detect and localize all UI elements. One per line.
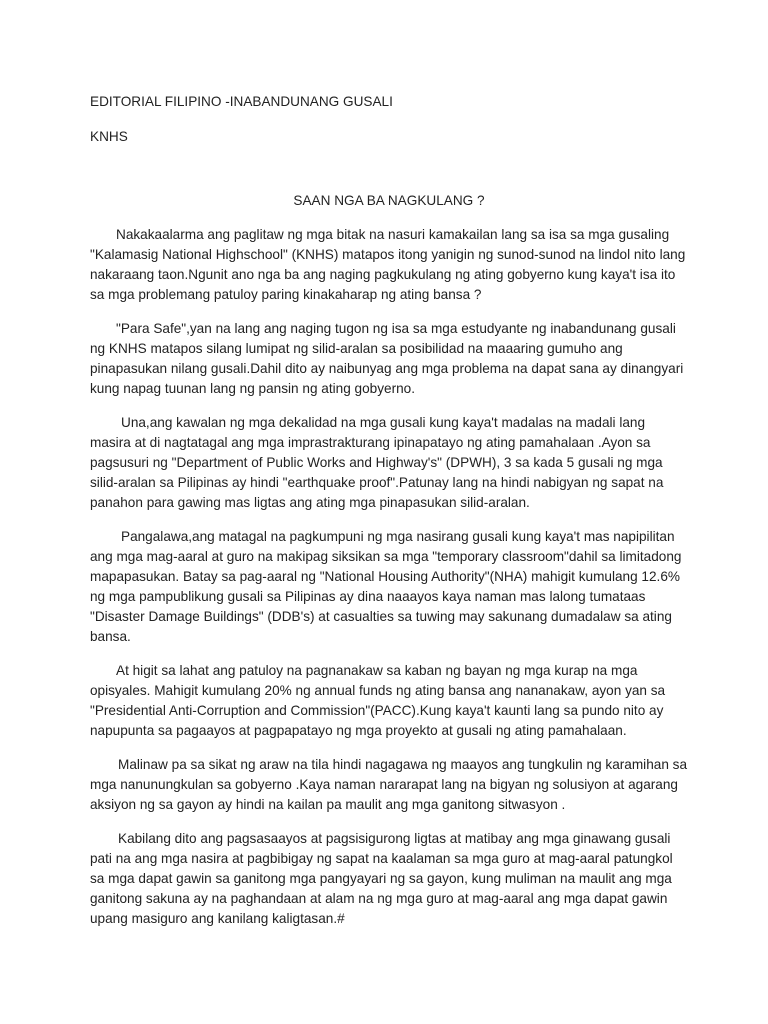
document-heading: EDITORIAL FILIPINO -INABANDUNANG GUSALI <box>90 94 393 109</box>
paragraph-higit-sa-lahat: At higit sa lahat ang patuloy na pagnanakaw sa kaban ng bayan ng mga kurap na mga opisyales. Mahigit kumulang 20% ng annual funds ng ating bansa ang nananakaw, ayon yan sa "Presidential Anti-Corruption and Commission"(PACC).Kung kaya't kaunti lang sa pundo nito ay napupunta sa pagaayos at pagpapatayo ng mga proyekto at gusali ng ating pamahalaan. <box>90 663 666 738</box>
document-page <box>90 92 688 943</box>
paragraph-para-safe: "Para Safe",yan na lang ang naging tugon ng isa sa mga estudyante ng inabandunang gusali ng KNHS matapos silang lumipat ng silid-aralan sa posibilidad na maaaring gumuho ang pinapasukan nilang gusali.Dahil dito ay naibunyag ang mga problema na dapat sana ay dinangyari kung napag tuunan lang ng pansin ng ating gobyerno. <box>90 321 684 396</box>
paragraph-malinaw: Malinaw pa sa sikat ng araw na tila hindi nagagawa ng maayos ang tungkulin ng karamihan sa mga nanunungkulan sa gobyerno .Kaya naman nararapat lang na bigyan ng solusiyon at agarang aksiyon ng sa gayon ay hindi na kailan pa maulit ang mga ganitong sitwasyon . <box>90 757 688 812</box>
paragraph-kabilang: Kabilang dito ang pagsasaayos at pagsisigurong ligtas at matibay ang mga ginawang gusali pati na ang mga nasira at pagbibigay ng sapat na kaalaman sa mga guro at mag-aaral patungkol sa mga dapat gawin sa ganitong mga pangyayari ng sa gayon, kung muliman na maulit ang mga ganitong sakuna ay na paghandaan at alam na ng mga guro at mag-aaral ang mga dapat gawin upang masiguro ang kanilang kaligtasan.# <box>90 831 673 926</box>
paragraph-una: Una,ang kawalan ng mga dekalidad na mga gusali kung kaya't madalas na madali lang masira at di nagtatagal ang mga imprastrakturang ipinapatayo ng ating pamahalaan .Ayon sa pagsusuri ng "Department of Public Works and Highway's" (DPWH), 3 sa kada 5 gusali ng mga silid-aralan sa Pilipinas ay hindi "earthquake proof".Patunay lang na hindi nabigyan ng sapat na panahon para gawing mas ligtas ang ating mga pinapasukan silid-aralan. <box>90 415 664 510</box>
paragraph-pangalawa: Pangalawa,ang matagal na pagkumpuni ng mga nasirang gusali kung kaya't mas napipilitan ang mga mag-aaral at guro na makipag siksikan sa mga "temporary classroom"dahil sa limitadong mapapasukan. Batay sa pag-aaral ng "National Housing Authority"(NHA) mahigit kumulang 12.6% ng mga pampublikung gusali sa Pilipinas ay dina naaayos kaya naman mas lalong tumataas "Disaster Damage Buildings" (DDB's) at casualties sa tuwing may sakunang dumadalaw sa ating bansa. <box>90 529 682 644</box>
article-title: SAAN NGA BA NAGKULANG ? <box>293 193 485 208</box>
paragraph-intro: Nakakaalarma ang paglitaw ng mga bitak na nasuri kamakailan lang sa isa sa mga gusaling "Kalamasig National Highschool" (KNHS) matapos itong yanigin ng sunod-sunod na lindol nito lang nakaraang taon.Ngunit ano nga ba ang naging pagkukulang ng ating gobyerno kung kaya't isa ito sa mga problemang patuloy paring kinakaharap ng ating bansa ? <box>90 227 686 302</box>
school-name: KNHS <box>90 129 128 144</box>
